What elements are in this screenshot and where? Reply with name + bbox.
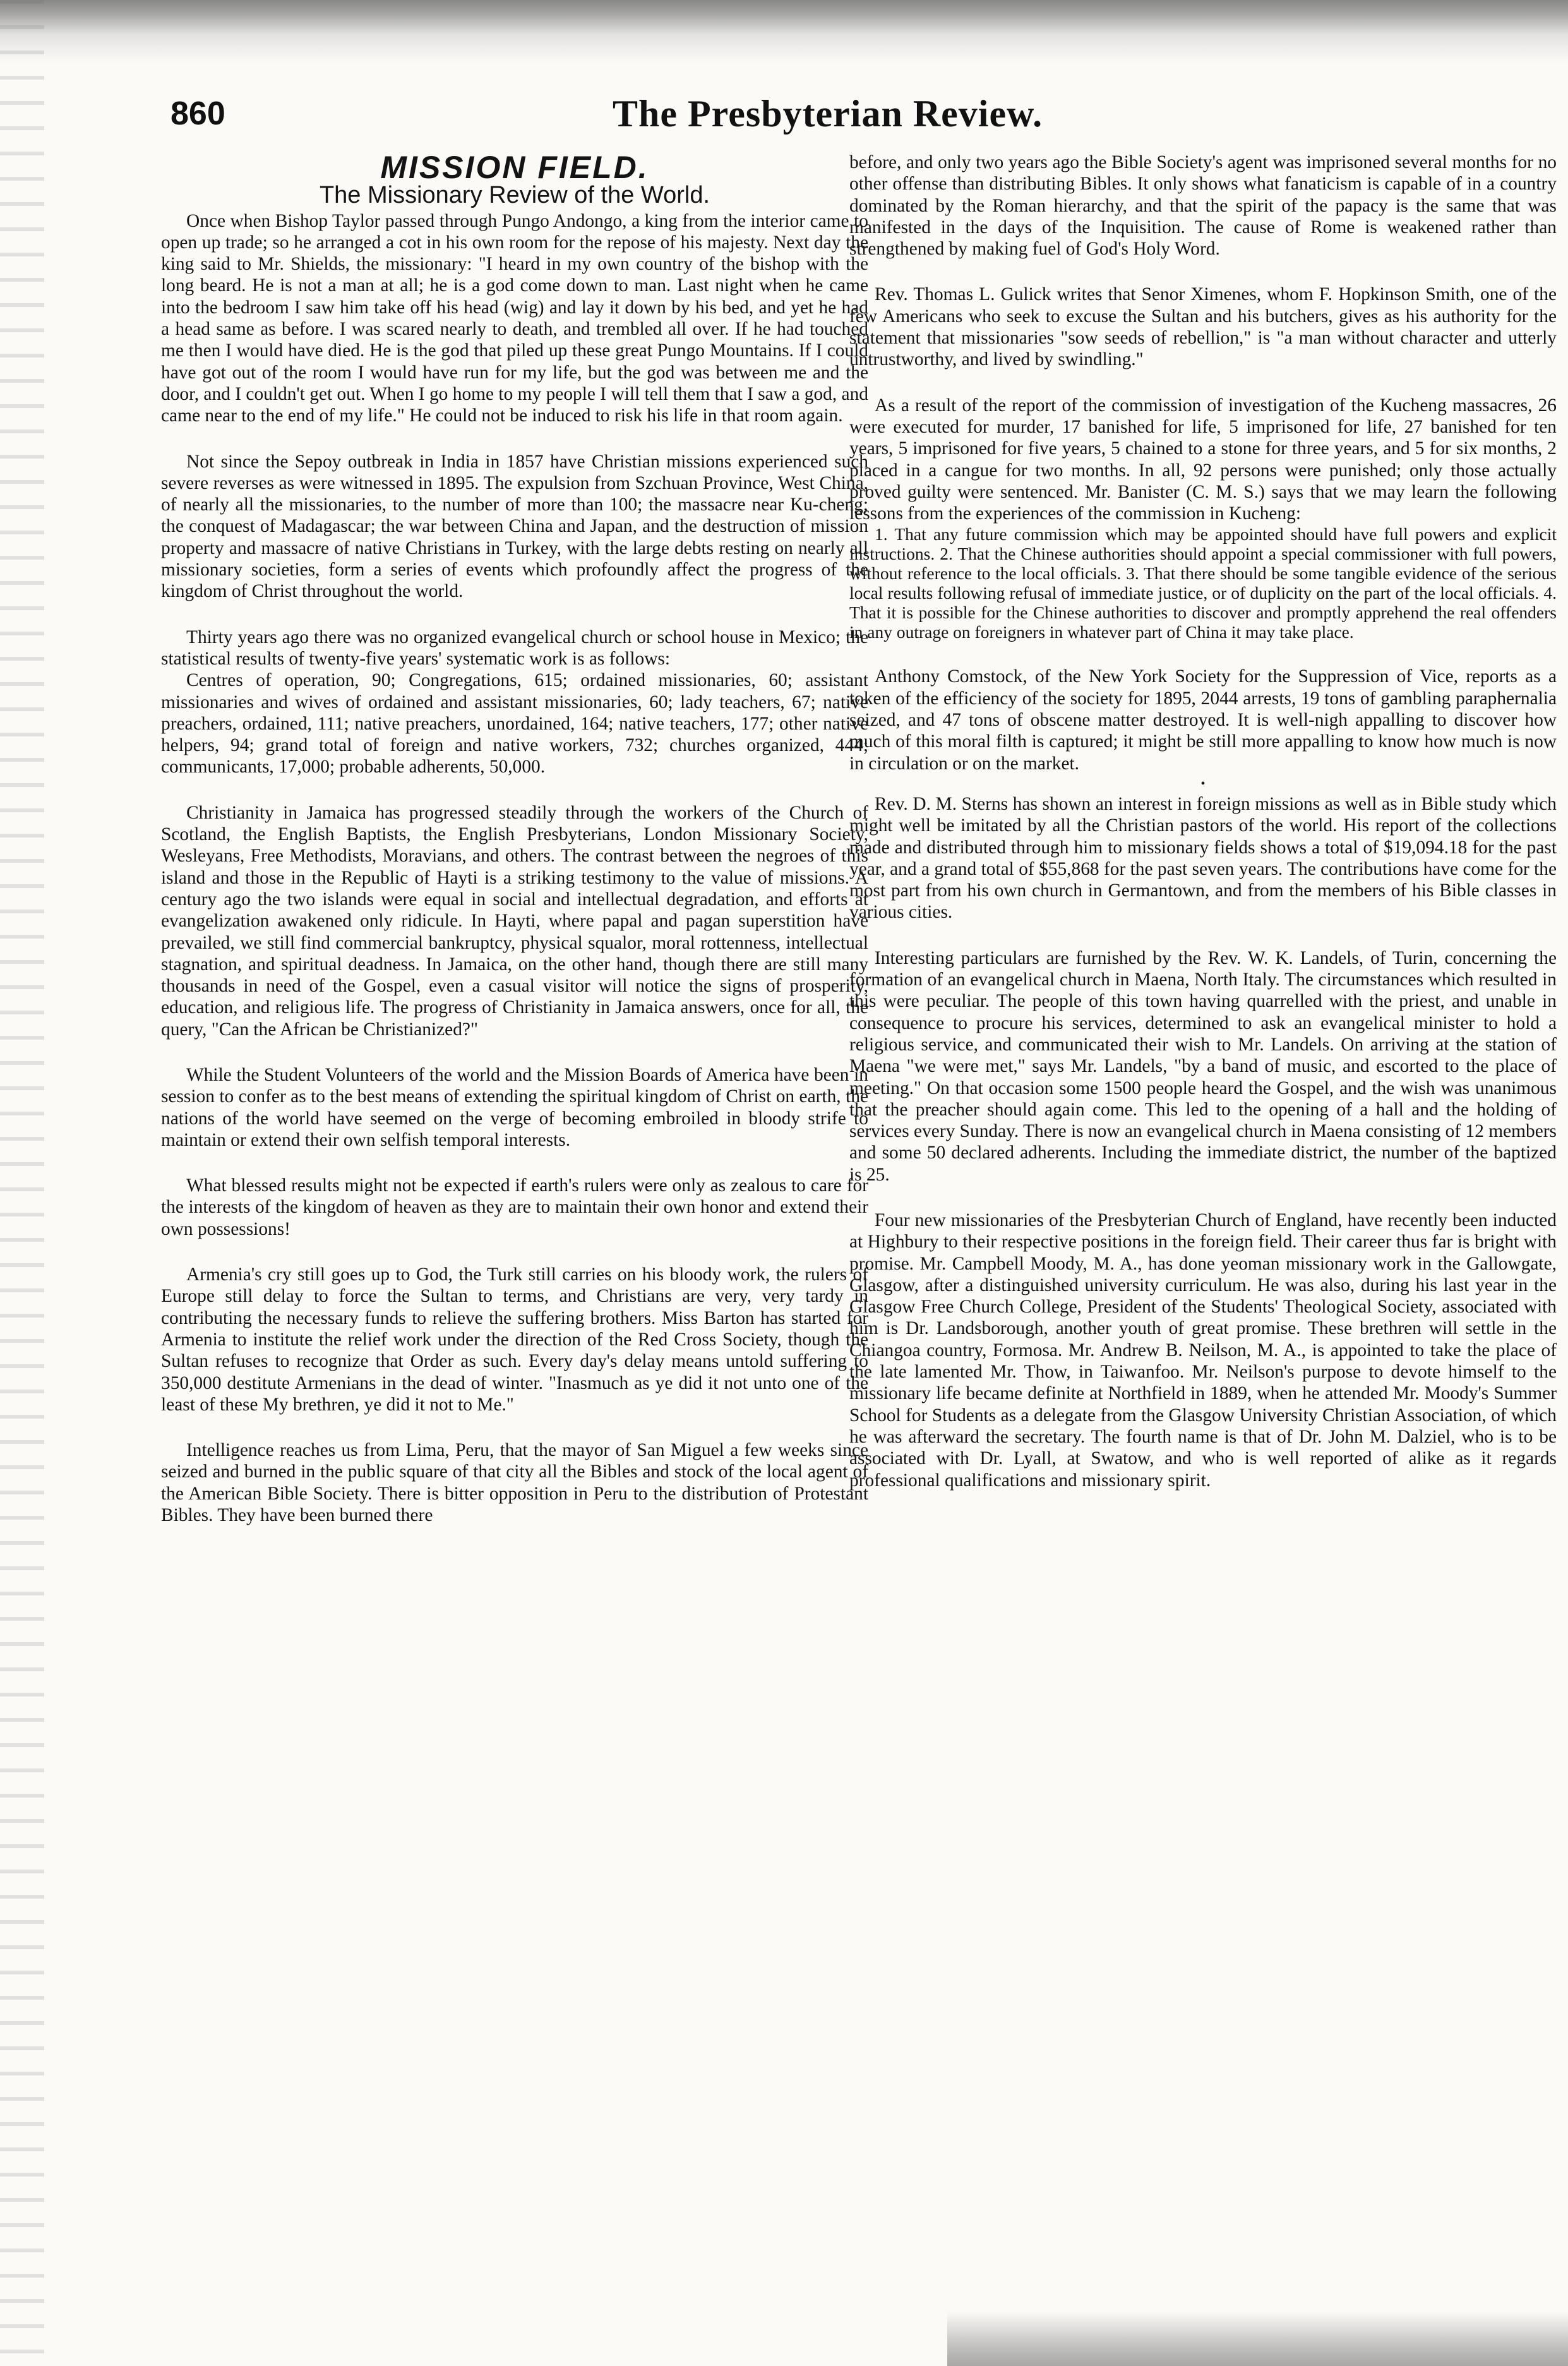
paragraph-gap	[161, 1151, 868, 1175]
paragraph-armenia: Armenia's cry still goes up to God, the Turk still carries on his bloody work, the rulers of Europe still delay to force the Sultan to terms, and Christians are very, very tardy in contributing the necessary funds to relieve the suffering brothers. Miss Barton has started for Armenia to institute the relief work under the direction of the Red Cross Society, though the Sultan refuses to recognize that Order as such. Every day's delay means untold suffering to 350,000 destitute Armenians in the dead of winter. "Inasmuch as ye did it not unto one of the least of these My brethren, ye did it not to Me."	[161, 1264, 868, 1415]
paragraph-gap	[849, 371, 1557, 395]
paragraph-gulick: Rev. Thomas L. Gulick writes that Senor Ximenes, whom F. Hopkinson Smith, one of the few Americans who seek to excuse the Sultan and his butchers, gives as his authority for the statement that missionaries "sow seeds of rebellion," is "a man without character and utterly untrustworthy, and lived by swindling."	[849, 284, 1557, 370]
right-column	[849, 152, 1557, 1491]
page-header	[171, 95, 1433, 145]
scan-edge-left	[0, 0, 44, 2366]
journal-title: The Presbyterian Review.	[613, 93, 1043, 135]
paragraph-student-volunteers: While the Student Volunteers of the world and the Mission Boards of America have been in session to confer as to the best means of extending the spiritual kingdom of Christ on earth, the nations of the world have seemed on the verge of becoming embroiled in bloody strife to maintain or extend their own selfish temporal interests.	[161, 1064, 868, 1150]
paragraph-gap	[849, 260, 1557, 284]
paragraph-gap	[161, 427, 868, 451]
paragraph-mexico-stats: Centres of operation, 90; Congregations, 615; ordained missionaries, 60; assistant missionaries and wives of ordained and assistant missionaries, 60; lady teachers, 67; native preachers, ordained, 111; native preachers, unordained, 164; native teachers, 177; other native helpers, 94; grand total of foreign and native workers, 732; churches organized, 444; communicants, 17,000; probable adherents, 50,000.	[161, 670, 868, 778]
paragraph-comstock: Anthony Comstock, of the New York Society for the Suppression of Vice, reports as a token of the efficiency of the society for 1895, 2044 arrests, 19 tons of gambling paraphernalia seized, and 47 tons of obscene matter destroyed. It is well-nigh appalling to discover how much of this moral filth is captured; it might be still more appalling to know how much is now in circulation or on the market.	[849, 666, 1557, 774]
paragraph-kucheng: As a result of the report of the commission of investigation of the Kucheng massacres, 26 were executed for murder, 17 banished for life, 5 imprisoned for life, 27 banished for ten years, 5 imprisoned for five years, 5 chained to a stone for three years, and 5 for six months, 2 placed in a cangue for two months. In all, 92 persons were punished; only those actually proved guilty were sentenced. Mr. Banister (C. M. S.) says that we may learn the following lessons from the experiences of the commission in Kucheng:	[849, 395, 1557, 524]
section-title: MISSION FIELD.	[380, 150, 649, 185]
paragraph-blessed-results: What blessed results might not be expected if earth's rulers were only as zealous to care for the interests of the kingdom of heaven as they are to maintain their own honor and extend their own possessions!	[161, 1175, 868, 1239]
paragraph-landels: Interesting particulars are furnished by the Rev. W. K. Landels, of Turin, concerning the formation of an evangelical church in Maena, North Italy. The circumstances which resulted in this were peculiar. The people of this town having quarrelled with the priest, and unable in consequence to procure his services, determined to ask an evangelical minister to hold a religious service, and communicated their wish to Mr. Landels. On arriving at the station of Maena "we were met," says Mr. Landels, "by a band of music, and escorted to the place of meeting." On that occasion some 1500 people heard the Gospel, and the wish was unanimous that the preacher should again come. This led to the opening of a hall and the holding of services every Sunday. There is now an evangelical church in Maena consisting of 12 members and some 50 declared adherents. Including the immediate district, the number of the baptized is 25.	[849, 947, 1557, 1185]
paragraph-lima: Intelligence reaches us from Lima, Peru, that the mayor of San Miguel a few weeks since seized and burned in the public square of that city all the Bibles and stock of the local agent of the American Bible Society. There is bitter opposition in Peru to the distribution of Protestant Bibles. They have been burned there	[161, 1440, 868, 1526]
paragraph-bishop-taylor: Once when Bishop Taylor passed through Pungo Andongo, a king from the interior came to open up trade; so he arranged a cot in his own room for the repose of his majesty. Next day the king said to Mr. Shields, the missionary: "I heard in my own country of the bishop with the long beard. He is not a man at all; he is a god come down to man. Last night when he came into the bedroom I saw him take off his head (wig) and lay it down by his bed, and yet he had a head same as before. I was scared nearly to death, and trembled all over. If he had touched me then I would have died. He is the god that piled up these great Pungo Mountains. If I could have got out of the room I would have run for my life, but the god was between me and the door, and I couldn't get out. When I go home to my people I will tell them that I saw a god, and came near to the end of my life." He could not be induced to risk his life in that room again.	[161, 210, 868, 426]
paragraph-jamaica: Christianity in Jamaica has progressed steadily through the workers of the Church of Scotland, the English Baptists, the English Presbyterians, London Missionary Society, Wesleyans, Free Methodists, Moravians, and others. The contrast between the negroes of this island and those in the Republic of Hayti is a striking testimony to the value of missions. A century ago the two islands were equal in social and intellectual degradation, and efforts at evangelization awakened only ridicule. In Hayti, where papal and pagan superstition have prevailed, we still find commercial bankruptcy, physical squalor, moral rottenness, intellectual stagnation, and spiritual deadness. In Jamaica, on the other hand, though there are still many thousands in need of the Gospel, even a casual visitor will notice the signs of prosperity, education, and religious life. The progress of Christianity in Jamaica answers, once for all, the query, "Can the African be Christianized?"	[161, 802, 868, 1040]
scan-edge-top	[0, 0, 1568, 69]
paragraph-sepoy: Not since the Sepoy outbreak in India in 1857 have Christian missions experienced such severe reverses as were witnessed in 1895. The expulsion from Szchuan Province, West China, of nearly all the missionaries, to the number of more than 100; the massacre near Ku-cheng; the conquest of Madagascar; the war between China and Japan, and the destruction of mission property and massacre of native Christians in Turkey, with the large debts resting on nearly all missionary societies, form a series of events which profoundly affect the progress of the kingdom of Christ throughout the world.	[161, 451, 868, 602]
page-number: 860	[171, 95, 225, 132]
paragraph-lessons: 1. That any future commission which may be appointed should have full powers and explicit instructions. 2. That the Chinese authorities should appoint a special commissioner with full powers, without reference to the local officials. 3. That there should be some tangible evidence of the serious local results following refusal of immediate justice, or of duplicity on the part of the local officials. 4. That it is possible for the Chinese authorities to discover and promptly apprehend the real offenders in any outrage on foreigners in whatever part of China it may take place.	[849, 524, 1557, 642]
paragraph-gap	[849, 923, 1557, 947]
paragraph-sterns: Rev. D. M. Sterns has shown an interest in foreign missions as well as in Bible study which might well be imitated by all the Christian pastors of the world. His report of the collections made and distributed through him to missionary fields shows a total of $19,094.18 for the past year, and a grand total of $55,868 for the past seven years. The contributions have come for the most part from his own church in Germantown, and from the members of his Bible classes in various cities.	[849, 793, 1557, 923]
paragraph-gap	[161, 778, 868, 802]
paragraph-gap	[161, 603, 868, 627]
scan-edge-bottom	[947, 2312, 1568, 2366]
left-column	[161, 152, 868, 1526]
separator-dot: •	[1200, 776, 1206, 791]
paragraph-bible-society: before, and only two years ago the Bible Society's agent was imprisoned several months for no other offense than distributing Bibles. It only shows what fanaticism is capable of in a country dominated by the Roman hierarchy, and that the spirit of the papacy is the same that was manifested in the days of the Inquisition. The cause of Rome is weakened rather than strengthened by making fuel of God's Holy Word.	[849, 152, 1557, 260]
paragraph-gap	[849, 1186, 1557, 1210]
paragraph-gap	[849, 642, 1557, 666]
paragraph-gap	[161, 1040, 868, 1064]
paragraph-gap	[161, 1415, 868, 1439]
paragraph-mexico: Thirty years ago there was no organized evangelical church or school house in Mexico; the statistical results of twenty-five years' systematic work is as follows:	[161, 627, 868, 669]
section-subtitle: The Missionary Review of the World.	[319, 182, 710, 209]
paragraph-gap	[161, 1240, 868, 1264]
paragraph-new-missionaries: Four new missionaries of the Presbyterian Church of England, have recently been inducted at Highbury to their respective positions in the foreign field. Their career thus far is bright with promise. Mr. Campbell Moody, M. A., has done yeoman missionary work in the Gallowgate, Glasgow, after a distinguished university curriculum. He was also, during his last year in the Glasgow Free Church College, President of the Students' Theological Society, associated with him is Dr. Landsborough, another youth of great promise. These brethren will settle in the Chiangoa country, Formosa. Mr. Andrew B. Neilson, M. A., is appointed to take the place of the late lamented Mr. Thow, in Taiwanfoo. Mr. Neilson's purpose to devote himself to the missionary life became definite at Northfield in 1889, when he attended Mr. Moody's Summer School for Students as a delegate from the Glasgow University Christian Association, of which he was afterward the secretary. The fourth name is that of Dr. John M. Dalziel, who is to be associated with Dr. Lyall, at Swatow, and who is well reported of alike as it regards professional qualifications and missionary spirit.	[849, 1210, 1557, 1491]
